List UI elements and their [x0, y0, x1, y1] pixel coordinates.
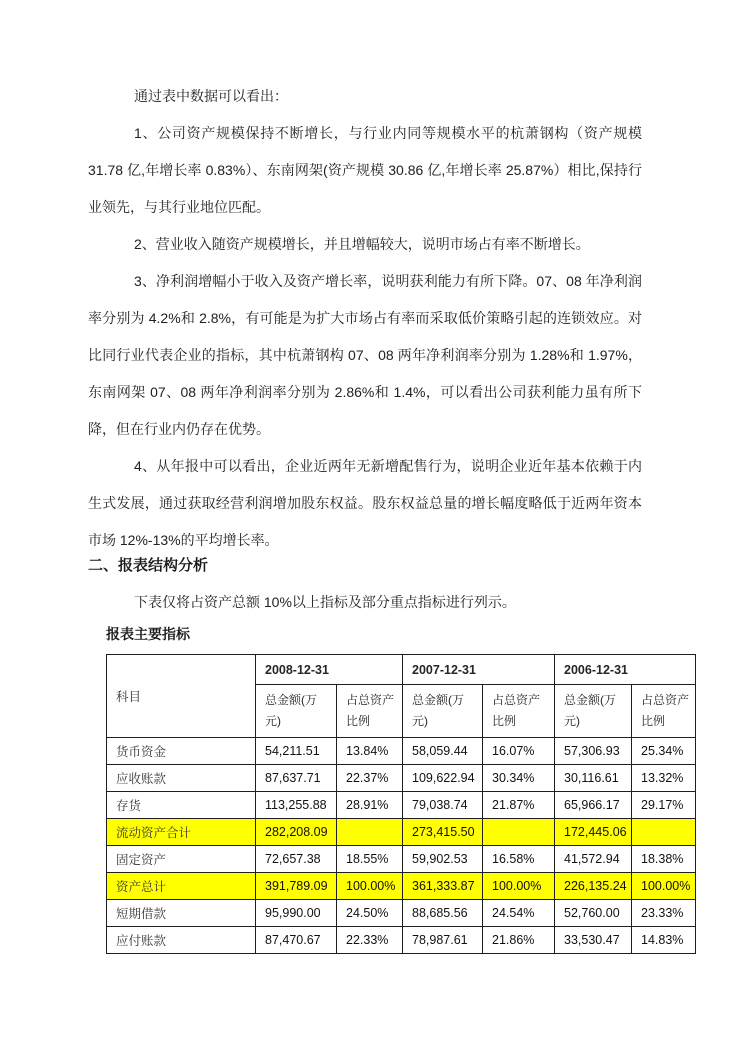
- ratio-2008: [337, 819, 403, 846]
- table-row-monetary-funds: [107, 738, 696, 765]
- amount-2008: 282,208.09: [256, 819, 337, 846]
- ratio-2006: [632, 819, 696, 846]
- amount-2007: 88,685.56: [403, 900, 483, 927]
- table-row-accounts-receivable: [107, 765, 696, 792]
- amount-2006: 172,445.06: [555, 819, 632, 846]
- amount-2006: 52,760.00: [555, 900, 632, 927]
- ratio-2006: 29.17%: [632, 792, 696, 819]
- ratio-2006: 14.83%: [632, 927, 696, 954]
- paragraph-point-1: 1、公司资产规模保持不断增长，与行业内同等规模水平的杭萧钢构（资产规模 31.78 亿,年增长率 0.83%）、东南网架(资产规模 30.86 亿,年增长率 25.87%）相比,保持行业领先，与其行业地位匹配。: [88, 125, 642, 215]
- amount-2008: 87,637.71: [256, 765, 337, 792]
- ratio-2008: 22.37%: [337, 765, 403, 792]
- amount-2008: 87,470.67: [256, 927, 337, 954]
- amount-2007: 273,415.50: [403, 819, 483, 846]
- ratio-2007: 16.58%: [483, 846, 555, 873]
- amount-2006: 65,966.17: [555, 792, 632, 819]
- row-label: 短期借款: [107, 900, 256, 927]
- ratio-2006: 25.34%: [632, 738, 696, 765]
- amount-2007: 78,987.61: [403, 927, 483, 954]
- paragraph-point-3: 3、净利润增幅小于收入及资产增长率，说明获利能力有所下降。07、08 年净利润率分别为 4.2%和 2.8%，有可能是为扩大市场占有率而采取低价策略引起的连锁效应。对比同行业代表企业的指标，其中杭萧钢构 07、08 两年净利润率分别为 1.28%和 1.97%，东南网架 07、08 两年净利润率分别为 2.86%和 1.4%，可以看出公司获利能力虽有所下降，但在行业内仍存在优势。: [88, 273, 642, 437]
- row-label: 固定资产: [107, 846, 256, 873]
- ratio-2006: 13.32%: [632, 765, 696, 792]
- header-cell-ratio-2008: 占总资产 比例: [337, 685, 403, 738]
- ratio-2007: 16.07%: [483, 738, 555, 765]
- paragraph-point-4: 4、从年报中可以看出，企业近两年无新增配售行为，说明企业近年基本依赖于内生式发展，通过获取经营利润增加股东权益。股东权益总量的增长幅度略低于近两年资本市场 12%-13%的平均增长率。: [88, 458, 642, 548]
- table-header-row-dates: [107, 655, 696, 685]
- row-label: 应收账款: [107, 765, 256, 792]
- ratio-2007: 24.54%: [483, 900, 555, 927]
- table-row-inventory: [107, 792, 696, 819]
- ratio-2006: 18.38%: [632, 846, 696, 873]
- amount-2007: 58,059.44: [403, 738, 483, 765]
- ratio-2007: 21.86%: [483, 927, 555, 954]
- amount-2007: 79,038.74: [403, 792, 483, 819]
- amount-2006: 57,306.93: [555, 738, 632, 765]
- ratio-2007: 30.34%: [483, 765, 555, 792]
- table-row-short-term-loans: [107, 900, 696, 927]
- amount-2008: 72,657.38: [256, 846, 337, 873]
- ratio-2007: 21.87%: [483, 792, 555, 819]
- section-heading: 二、报表结构分析: [88, 557, 209, 574]
- ratio-2007: [483, 819, 555, 846]
- row-label: 资产总计: [107, 873, 256, 900]
- ratio-2008: 28.91%: [337, 792, 403, 819]
- row-label: 存货: [107, 792, 256, 819]
- ratio-2008: 13.84%: [337, 738, 403, 765]
- header-cell-amount-2007: 总金额(万元): [403, 685, 483, 738]
- header-cell-ratio-2006: 占总资产 比例: [632, 685, 696, 738]
- header-cell-subject: 科目: [107, 655, 256, 738]
- header-cell-amount-2008: 总金额(万元): [256, 685, 337, 738]
- ratio-2006: 23.33%: [632, 900, 696, 927]
- table-row-total-assets: [107, 873, 696, 900]
- amount-2006: 33,530.47: [555, 927, 632, 954]
- header-cell-amount-2006: 总金额(万元): [555, 685, 632, 738]
- amount-2006: 41,572.94: [555, 846, 632, 873]
- amount-2006: 226,135.24: [555, 873, 632, 900]
- amount-2008: 54,211.51: [256, 738, 337, 765]
- table-row-accounts-payable: [107, 927, 696, 954]
- paragraph-lead-in: 通过表中数据可以看出：: [134, 88, 288, 104]
- ratio-2007: 100.00%: [483, 873, 555, 900]
- table-row-total-current-assets: [107, 819, 696, 846]
- row-label: 流动资产合计: [107, 819, 256, 846]
- header-cell-ratio-2007: 占总资产 比例: [483, 685, 555, 738]
- paragraph-point-2: 2、营业收入随资产规模增长，并且增幅较大，说明市场占有率不断增长。: [134, 236, 590, 252]
- header-cell-date-2006: 2006-12-31: [555, 655, 696, 685]
- section-intro: 下表仅将占资产总额 10%以上指标及部分重点指标进行列示。: [134, 594, 516, 610]
- ratio-2008: 18.55%: [337, 846, 403, 873]
- ratio-2008: 22.33%: [337, 927, 403, 954]
- amount-2008: 391,789.09: [256, 873, 337, 900]
- ratio-2008: 24.50%: [337, 900, 403, 927]
- header-cell-date-2008: 2008-12-31: [256, 655, 403, 685]
- financial-indicators-table: [106, 654, 696, 954]
- amount-2007: 59,902.53: [403, 846, 483, 873]
- amount-2007: 109,622.94: [403, 765, 483, 792]
- row-label: 应付账款: [107, 927, 256, 954]
- ratio-2006: 100.00%: [632, 873, 696, 900]
- amount-2007: 361,333.87: [403, 873, 483, 900]
- amount-2006: 30,116.61: [555, 765, 632, 792]
- row-label: 货币资金: [107, 738, 256, 765]
- header-cell-date-2007: 2007-12-31: [403, 655, 555, 685]
- amount-2008: 95,990.00: [256, 900, 337, 927]
- ratio-2008: 100.00%: [337, 873, 403, 900]
- amount-2008: 113,255.88: [256, 792, 337, 819]
- analysis-text-block: [88, 78, 642, 559]
- table-title: 报表主要指标: [106, 626, 190, 642]
- table-row-fixed-assets: [107, 846, 696, 873]
